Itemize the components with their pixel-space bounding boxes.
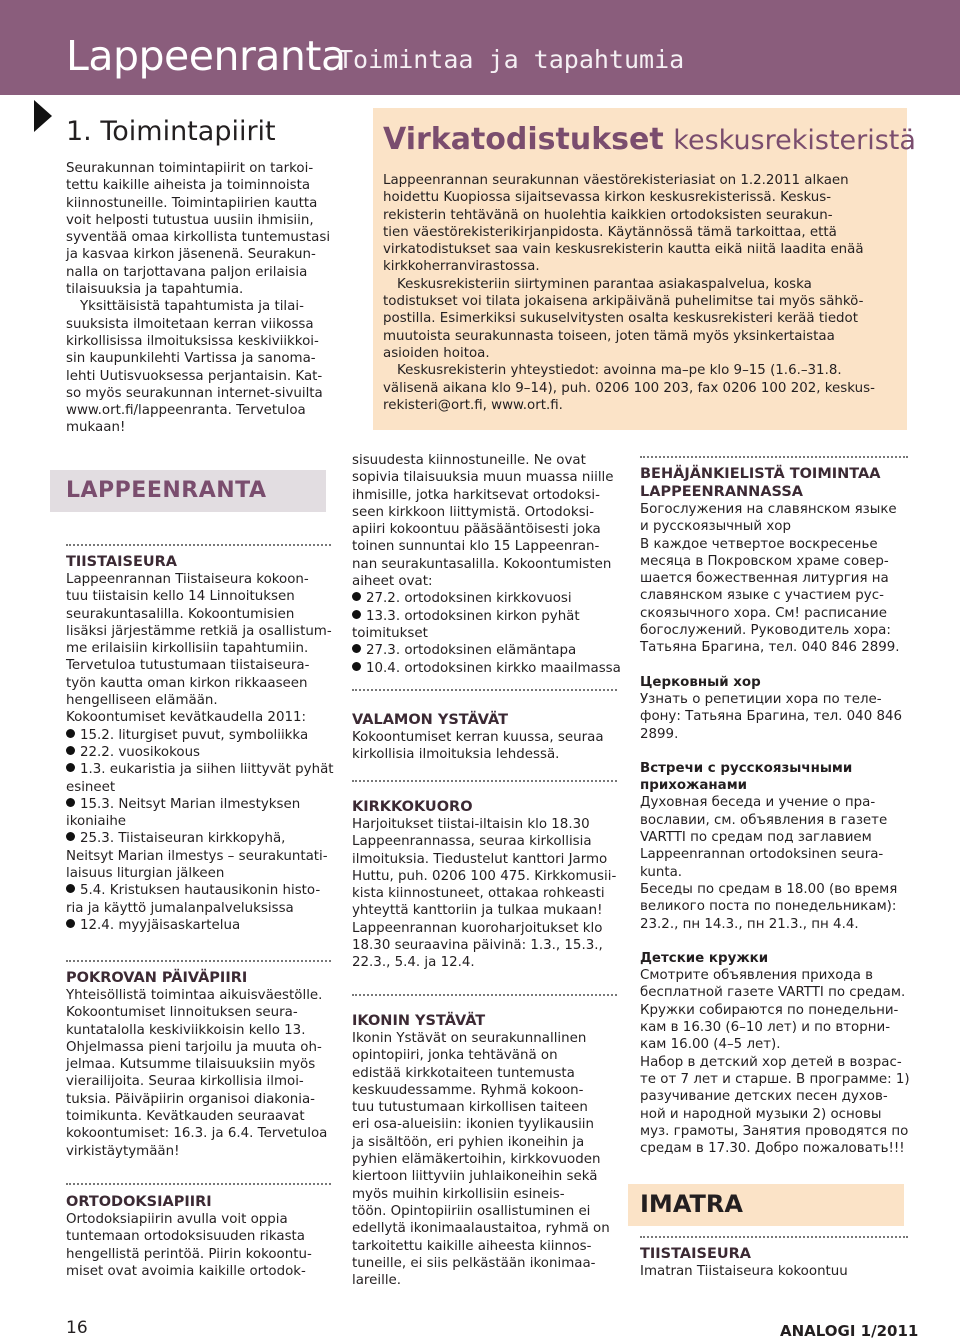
russian-text-1 bbox=[640, 501, 908, 657]
bullet-icon bbox=[66, 919, 75, 928]
text-line: voit helposti tutustua uusiin ihmisiin, bbox=[66, 212, 314, 228]
list-item bbox=[352, 642, 617, 659]
box-paragraph-2 bbox=[383, 276, 903, 362]
text-line: virkistäytymään! bbox=[66, 1143, 180, 1159]
text-line: yhteyttä kanttoriin ja tulkaa mukaan! bbox=[352, 903, 603, 919]
bullet-icon bbox=[66, 832, 75, 841]
text-line: toimikunta. Kevätkauden seuraavat bbox=[66, 1109, 305, 1125]
text-line: tien väestörekisterikirjanpidosta. Käytännössä tämä tarkoittaa, että bbox=[383, 224, 837, 240]
list-item-text: 12.4. myyjäisaskartelua bbox=[80, 917, 241, 933]
text-line: Lappeenrannan kuoroharjoitukset klo bbox=[352, 920, 603, 936]
text-line: tuksia. Päiväpiirin organisoi diakonia- bbox=[66, 1091, 316, 1107]
text-line: и русскоязычный хор bbox=[640, 519, 791, 535]
ikonin-text bbox=[352, 1030, 617, 1289]
section-divider bbox=[352, 780, 617, 782]
ikonin-title: IKONIN YSTÄVÄT bbox=[352, 1013, 486, 1029]
text-line: Harjoitukset tiistai-iltaisin klo 18.30 bbox=[352, 817, 590, 832]
text-line: ной и народной музыки 2) основы bbox=[640, 1106, 882, 1122]
text-line: фону: Татьяна Брагина, тел. 040 846 bbox=[640, 709, 903, 725]
list-item bbox=[66, 813, 331, 830]
text-line: kiertoon liittyviin juhlaikoneihin sekä bbox=[352, 1169, 598, 1185]
ortodoksiapiiri-text bbox=[66, 1211, 331, 1280]
intro-paragraph-1 bbox=[66, 160, 346, 298]
list-item bbox=[66, 882, 331, 899]
page-subtitle: Toimintaa ja tapahtumia bbox=[338, 45, 685, 74]
list-item bbox=[66, 744, 331, 761]
text-line: Духовная беседа и учение о пра- bbox=[640, 795, 876, 811]
text-line: Lappeenrannan Tiistaiseura kokoon- bbox=[66, 572, 309, 587]
text-line: aiheet ovat: bbox=[352, 574, 433, 590]
text-line: kunta. bbox=[640, 864, 683, 880]
text-line: kirkollisissa ilmoituksissa keskiviikkoi- bbox=[66, 333, 319, 349]
russian-title-2: LAPPEENRANNASSA bbox=[640, 484, 803, 500]
list-item-text: 5.4. Kristuksen hautausikonin histo- bbox=[80, 883, 321, 899]
list-item-text: ikoniaihe bbox=[66, 814, 127, 830]
bullet-icon bbox=[66, 746, 75, 755]
text-line: VARTTI по средам под заглавием bbox=[640, 830, 872, 846]
tiistaiseura-text bbox=[66, 571, 331, 727]
bullet-icon bbox=[352, 644, 361, 653]
text-line: tettu kaikille aiheista ja toiminnoista bbox=[66, 178, 311, 194]
box-title bbox=[383, 122, 916, 157]
box-paragraph-3 bbox=[383, 362, 903, 414]
bullet-icon bbox=[66, 798, 75, 807]
list-item bbox=[352, 625, 617, 642]
text-line: tuneille, ei siis pelkästään ikonimaa- bbox=[352, 1255, 596, 1271]
text-line: Yhteisöllistä toimintaa aikuisväestölle. bbox=[66, 988, 323, 1003]
list-item bbox=[66, 779, 331, 796]
text-line: toinen sunnuntai klo 15 Lappeenran- bbox=[352, 539, 600, 555]
text-line: славянском языке с участием рус- bbox=[640, 588, 884, 604]
text-line: www.ort.fi/lappeenranta. Tervetuloa bbox=[66, 403, 306, 419]
tiistaiseura-bullets bbox=[66, 727, 334, 935]
section-heading: 1. Toimintapiirit bbox=[66, 116, 276, 147]
text-line: Yksittäisistä tapahtumista ja tilai- bbox=[80, 299, 304, 315]
pokrova-title: POKROVAN PÄIVÄPIIRI bbox=[66, 970, 248, 986]
intro-paragraph-2 bbox=[66, 298, 346, 436]
text-line: rekisterin tehtävänä on huolehtia kaikkien ortodoksisten seurakun- bbox=[383, 207, 833, 223]
text-line: Ortodoksiapiirin avulla voit oppia bbox=[66, 1212, 288, 1227]
text-line: nalla on tarjottavana paljon erilaisia bbox=[66, 264, 308, 280]
kirkkokuoro-section bbox=[352, 780, 617, 972]
text-line: lisäksi järjestämme retkiä ja osallistum- bbox=[66, 623, 332, 639]
list-item bbox=[66, 830, 331, 847]
valamo-section bbox=[352, 689, 617, 764]
text-line: hengelliseen elämään. bbox=[66, 693, 218, 709]
text-line: Смотрите объявления прихода в bbox=[640, 968, 874, 984]
text-line: богослужений. Руководитель хора: bbox=[640, 623, 891, 639]
text-line: кам 16.00 (4–5 лет). bbox=[640, 1037, 781, 1053]
text-line: Богослужения на славянском языке bbox=[640, 502, 897, 517]
text-line: so myös seurakunnan internet-sivuilta bbox=[66, 385, 323, 401]
bullet-icon bbox=[66, 884, 75, 893]
list-item bbox=[352, 608, 617, 625]
box-title-bold: Virkatodistukset bbox=[383, 122, 664, 157]
text-line: Huttu, puh. 0206 100 475. Kirkkomusii- bbox=[352, 868, 617, 884]
bullet-icon bbox=[352, 592, 361, 601]
pokrova-text bbox=[66, 987, 331, 1160]
bullet-icon bbox=[352, 662, 361, 671]
imatra-tiistaiseura-title: TIISTAISEURA bbox=[640, 1246, 752, 1262]
text-line: 23.2., пн 14.3., пн 21.3., пн 4.4. bbox=[640, 916, 859, 932]
russian-text-4 bbox=[640, 967, 908, 1157]
ortodoksiapiiri-title: ORTODOKSIAPIIRI bbox=[66, 1194, 212, 1210]
text-line: myös muihin kirkollisiin esineis- bbox=[352, 1186, 565, 1202]
text-line: ihmisille, jotka harkitsevat ortodoksi- bbox=[352, 487, 600, 503]
text-line: kuntatalolla keskiviikkoisin kello 13. bbox=[66, 1022, 306, 1038]
text-line: hoidettu Kuopiossa sijaitsevassa kirkon keskusrekisterissä. Keskus- bbox=[383, 190, 832, 206]
list-item bbox=[352, 660, 621, 677]
text-line: разучивание детских песен духов- bbox=[640, 1089, 888, 1105]
list-item-text: Neitsyt Marian ilmestys – seurakuntati- bbox=[66, 848, 328, 864]
box-text bbox=[383, 172, 903, 414]
text-line: скоязычного хора. См! расписание bbox=[640, 605, 887, 621]
text-line: Imatran Tiistaiseura kokoontuu bbox=[640, 1264, 848, 1279]
russian-heading-meetings-1: Встречи с русскоязычными bbox=[640, 760, 853, 776]
list-item bbox=[66, 900, 331, 917]
valamo-title: VALAMON YSTÄVÄT bbox=[352, 712, 509, 728]
text-line: kiinnostuneille. Toimintapiirien kautta bbox=[66, 195, 318, 211]
text-line: ilmoituksia. Tiedustelut kanttori Jarmo bbox=[352, 851, 608, 867]
text-line: Узнать о репетиции хора по теле- bbox=[640, 691, 882, 707]
text-line: средам в 17.30. Добро пожаловать!!! bbox=[640, 1141, 905, 1157]
magazine-name: ANALOGI 1/2011 bbox=[780, 1322, 919, 1340]
list-item bbox=[66, 796, 331, 813]
list-item-text: 13.3. ortodoksinen kirkon pyhät bbox=[366, 608, 580, 624]
list-item-text: 25.3. Tiistaiseuran kirkkopyhä, bbox=[80, 831, 286, 847]
ortodoksiapiiri-continued bbox=[352, 452, 621, 677]
text-line: eri osa-alueisiin: ikonien tyylikausiin bbox=[352, 1117, 595, 1133]
text-line: 22.3., 5.4. ja 12.4. bbox=[352, 955, 475, 971]
section-divider bbox=[640, 456, 908, 458]
text-line: kirkollisia ilmoituksia lehdessä. bbox=[352, 747, 560, 763]
list-item bbox=[66, 848, 331, 865]
text-line: kokoontumiset: 16.3. ja 6.4. Tervetuloa bbox=[66, 1126, 328, 1142]
text-line: бесплатной газете VARTTI по средам. bbox=[640, 985, 906, 1001]
kirkkokuoro-text bbox=[352, 816, 617, 972]
text-line: Набор в детский хор детей в возраc- bbox=[640, 1054, 902, 1070]
list-item-text: 27.3. ortodoksinen elämäntapa bbox=[366, 643, 577, 659]
list-item-text: laisuus liturgian jälkeen bbox=[66, 866, 225, 882]
imatra-text bbox=[640, 1263, 908, 1280]
ortodoksiapiiri-section bbox=[66, 1183, 331, 1280]
text-line: Lappeenrannan ortodoksinen seura- bbox=[640, 847, 884, 863]
text-line: rekisteri@ort.fi, www.ort.fi. bbox=[383, 397, 563, 413]
text-line: Ohjelmassa pieni tarjoilu ja muuta oh- bbox=[66, 1039, 322, 1055]
text-line: apiiri kokoontuu pääsääntöisesti joka bbox=[352, 522, 601, 538]
text-line: edistää kirkkotaiteen tuntemusta bbox=[352, 1065, 575, 1081]
section-divider bbox=[66, 544, 331, 546]
text-line: seen kirkkoon liittymistä. Ortodoksi- bbox=[352, 504, 595, 520]
text-line: великого поста по понедельникам): bbox=[640, 899, 897, 915]
section-divider bbox=[352, 689, 617, 691]
russian-text-3 bbox=[640, 794, 908, 932]
list-item-text: 22.2. vuosikokous bbox=[80, 744, 201, 760]
text-line: шается божественная литургия на bbox=[640, 571, 889, 587]
text-line: välisenä aikana klo 9–14), puh. 0206 100 203, fax 0206 100 202, keskus- bbox=[383, 380, 875, 396]
text-line: työn kautta oman kirkon rikkaaseen bbox=[66, 675, 308, 691]
text-line: Lappeenrannan seurakunnan väestörekisteriasiat on 1.2.2011 alkaen bbox=[383, 173, 849, 188]
text-line: opintopiiri, jonka tehtävänä on bbox=[352, 1048, 558, 1064]
text-line: virkatodistukset saa vain keskusrekisterin kautta eikä niitä laadita enää bbox=[383, 242, 864, 258]
text-line: nan seurakuntasalilla. Kokoontumisten bbox=[352, 556, 612, 572]
text-line: lehti Uutisvuoksessa perjantaisin. Kat- bbox=[66, 368, 323, 384]
text-line: Ikonin Ystävät on seurakunnallinen bbox=[352, 1031, 587, 1046]
ortodoksiapiiri-bullets bbox=[352, 590, 621, 676]
text-line: Seurakunnan toimintapiirit on tarkoi- bbox=[66, 161, 314, 176]
list-item-text: 27.2. ortodoksinen kirkkovuosi bbox=[366, 591, 572, 607]
text-line: Tervetuloa tutustumaan tiistaiseura- bbox=[66, 658, 310, 674]
text-line: ja kasvaa kirkon jäsenenä. Seurakun- bbox=[66, 247, 316, 263]
tiistaiseura-title: TIISTAISEURA bbox=[66, 554, 178, 570]
list-item-text: ria ja käyttö jumalanpalveluksissa bbox=[66, 900, 294, 916]
text-line: lareille. bbox=[352, 1273, 402, 1289]
text-line: hengellistä perintöä. Piirin kokoontu- bbox=[66, 1246, 312, 1262]
lappeenranta-band-label: LAPPEENRANTA bbox=[66, 478, 267, 503]
text-line: Беседы по средам в 18.00 (во время bbox=[640, 881, 898, 897]
bullet-icon bbox=[352, 610, 361, 619]
text-line: В каждое четвертое воскресенье bbox=[640, 536, 878, 552]
text-line: sopivia tilaisuuksia muun muassa niille bbox=[352, 470, 614, 486]
list-item-text: toimitukset bbox=[352, 625, 428, 641]
text-line: Keskusrekisteriin siirtyminen parantaa asiakaspalvelua, koska bbox=[397, 276, 812, 292]
text-line: tarkoitettu kaikille aiheesta kiinnos- bbox=[352, 1238, 592, 1254]
text-line: tuu tutustumaan kirkollisen taiteen bbox=[352, 1100, 588, 1116]
section-divider bbox=[66, 960, 331, 962]
russian-text-2 bbox=[640, 691, 908, 743]
ikonin-section bbox=[352, 994, 617, 1289]
imatra-band-label: IMATRA bbox=[640, 1190, 743, 1218]
imatra-band bbox=[628, 1184, 904, 1226]
text-line: kista kiinnostuneet, ottakaa rohkeasti bbox=[352, 886, 605, 902]
text-line: postilla. Esimerkiksi sukuselvitysten osalta keskusrekisteri kerää tiedot bbox=[383, 311, 858, 327]
section-divider bbox=[640, 1236, 908, 1238]
text-line: tuu tiistaisin kello 14 Linnoituksen bbox=[66, 589, 295, 605]
text-line: suuksista ilmoitetaan kerran viikossa bbox=[66, 316, 314, 332]
text-line: sisuudesta kiinnostuneille. Ne ovat bbox=[352, 453, 586, 468]
text-line: ja sisältöön, eri pyhien ikoneihin ja bbox=[352, 1134, 585, 1150]
list-item bbox=[66, 865, 331, 882]
text-line: muutoista seurakunnasta toiseen, joten tämä myös yksinkertaistaa bbox=[383, 328, 835, 344]
bullet-icon bbox=[66, 763, 75, 772]
text-line: муз. грамоты, Занятия проводятся по bbox=[640, 1123, 909, 1139]
imatra-section bbox=[640, 1236, 908, 1280]
list-item-text: esineet bbox=[66, 779, 116, 795]
text-line: Kokoontumiset linnoituksen seura- bbox=[66, 1005, 298, 1021]
text-line: kirkkoherranvirastossa. bbox=[383, 259, 540, 275]
text-line: syventää omaa kirkollista tuntemustasi bbox=[66, 230, 331, 246]
text-line: tilaisuuksia ja tapahtumia. bbox=[66, 282, 244, 298]
text-line: Lappeenrannassa, seuraa kirkollisia bbox=[352, 834, 592, 850]
text-line: jelmaa. Kutsumme tilaisuuksiin myös bbox=[66, 1057, 316, 1073]
russian-title-1: ВЕНÄJÄNKIELISTÄ TOIMINTAA bbox=[640, 466, 881, 482]
list-item bbox=[352, 590, 617, 607]
pokrova-section bbox=[66, 960, 331, 1160]
text-line: me erilaisiin kirkollisiin tapahtumiin. bbox=[66, 641, 309, 657]
lappeenranta-band bbox=[50, 470, 326, 512]
section-divider bbox=[352, 994, 617, 996]
valamo-text bbox=[352, 729, 617, 764]
box-title-light: keskusrekisteristä bbox=[673, 125, 916, 156]
list-item bbox=[66, 761, 334, 778]
text-line: keskuudessamme. Ryhmä kokoon- bbox=[352, 1082, 584, 1098]
kirkkokuoro-title: KIRKKOKUORO bbox=[352, 799, 473, 815]
text-line: sin kaupunkilehti Vartissa ja sanoma- bbox=[66, 351, 316, 367]
text-line: 2899. bbox=[640, 726, 679, 742]
text-line: asioiden hoitoa. bbox=[383, 345, 490, 361]
arrow-right-icon bbox=[34, 100, 52, 132]
tiistaiseura-section bbox=[66, 544, 334, 934]
text-line: 18.30 seuraavina päivinä: 1.3., 15.3., bbox=[352, 938, 603, 954]
ortodoksiapiiri-cont-text bbox=[352, 452, 617, 590]
text-line: töön. Opintopiiriin osallistuminen ei bbox=[352, 1203, 591, 1219]
russian-heading-choir: Церковный хор bbox=[640, 674, 761, 690]
text-line: вославии, см. объявления в газете bbox=[640, 812, 888, 828]
bullet-icon bbox=[66, 729, 75, 738]
list-item bbox=[66, 917, 331, 934]
text-line: Kokoontumiset kerran kuussa, seuraa bbox=[352, 730, 604, 745]
list-item-text: 15.3. Neitsyt Marian ilmestyksen bbox=[80, 796, 301, 812]
text-line: кам в 16.30 (6–10 лет) и по вторни- bbox=[640, 1020, 891, 1036]
text-line: те от 7 лет и старше. В программе: 1) bbox=[640, 1071, 910, 1087]
box-paragraph-1 bbox=[383, 172, 903, 276]
text-line: Татьяна Брагина, тел. 040 846 2899. bbox=[640, 640, 900, 656]
text-line: todistukset voi tilata jokaisena arkipäivänä puhelimitse tai myös sähkö- bbox=[383, 294, 864, 310]
text-line: Keskusrekisterin yhteystiedot: avoinna ma–pe klo 9–15 (1.6.–31.8. bbox=[397, 363, 842, 379]
page-number: 16 bbox=[66, 1318, 88, 1338]
list-item bbox=[66, 727, 331, 744]
text-line: edellytä ikonimaalaustaitoa, ryhmä on bbox=[352, 1221, 610, 1237]
text-line: месяца в Покровском храме совер- bbox=[640, 553, 889, 569]
text-line: vierailijoita. Seuraa kirkollisia ilmoi- bbox=[66, 1074, 304, 1090]
text-line: seurakuntasalilla. Kokoontumisien bbox=[66, 606, 295, 622]
russian-heading-kids: Детские кружки bbox=[640, 950, 769, 966]
text-line: pyhien elämäkertoihin, kirkkovuoden bbox=[352, 1152, 601, 1168]
russian-heading-meetings-2: прихожанами bbox=[640, 778, 748, 794]
text-line: mukaan! bbox=[66, 420, 126, 436]
page-title: Lappeenranta bbox=[66, 32, 346, 80]
text-line: miset ovat avoimia kaikille ortodok- bbox=[66, 1263, 306, 1279]
text-line: Kokoontumiset kevätkaudella 2011: bbox=[66, 710, 307, 726]
list-item-text: 10.4. ortodoksinen kirkko maailmassa bbox=[366, 660, 621, 676]
list-item-text: 15.2. liturgiset puvut, symboliikka bbox=[80, 727, 309, 743]
russian-section bbox=[640, 456, 908, 1157]
list-item-text: 1.3. eukaristia ja siihen liittyvät pyhät bbox=[80, 762, 334, 778]
text-line: tuntemaan ortodoksisuuden rikasta bbox=[66, 1229, 306, 1245]
section-divider bbox=[66, 1183, 331, 1185]
intro-text bbox=[66, 160, 346, 437]
text-line: Кружки собираются по понедельни- bbox=[640, 1002, 899, 1018]
